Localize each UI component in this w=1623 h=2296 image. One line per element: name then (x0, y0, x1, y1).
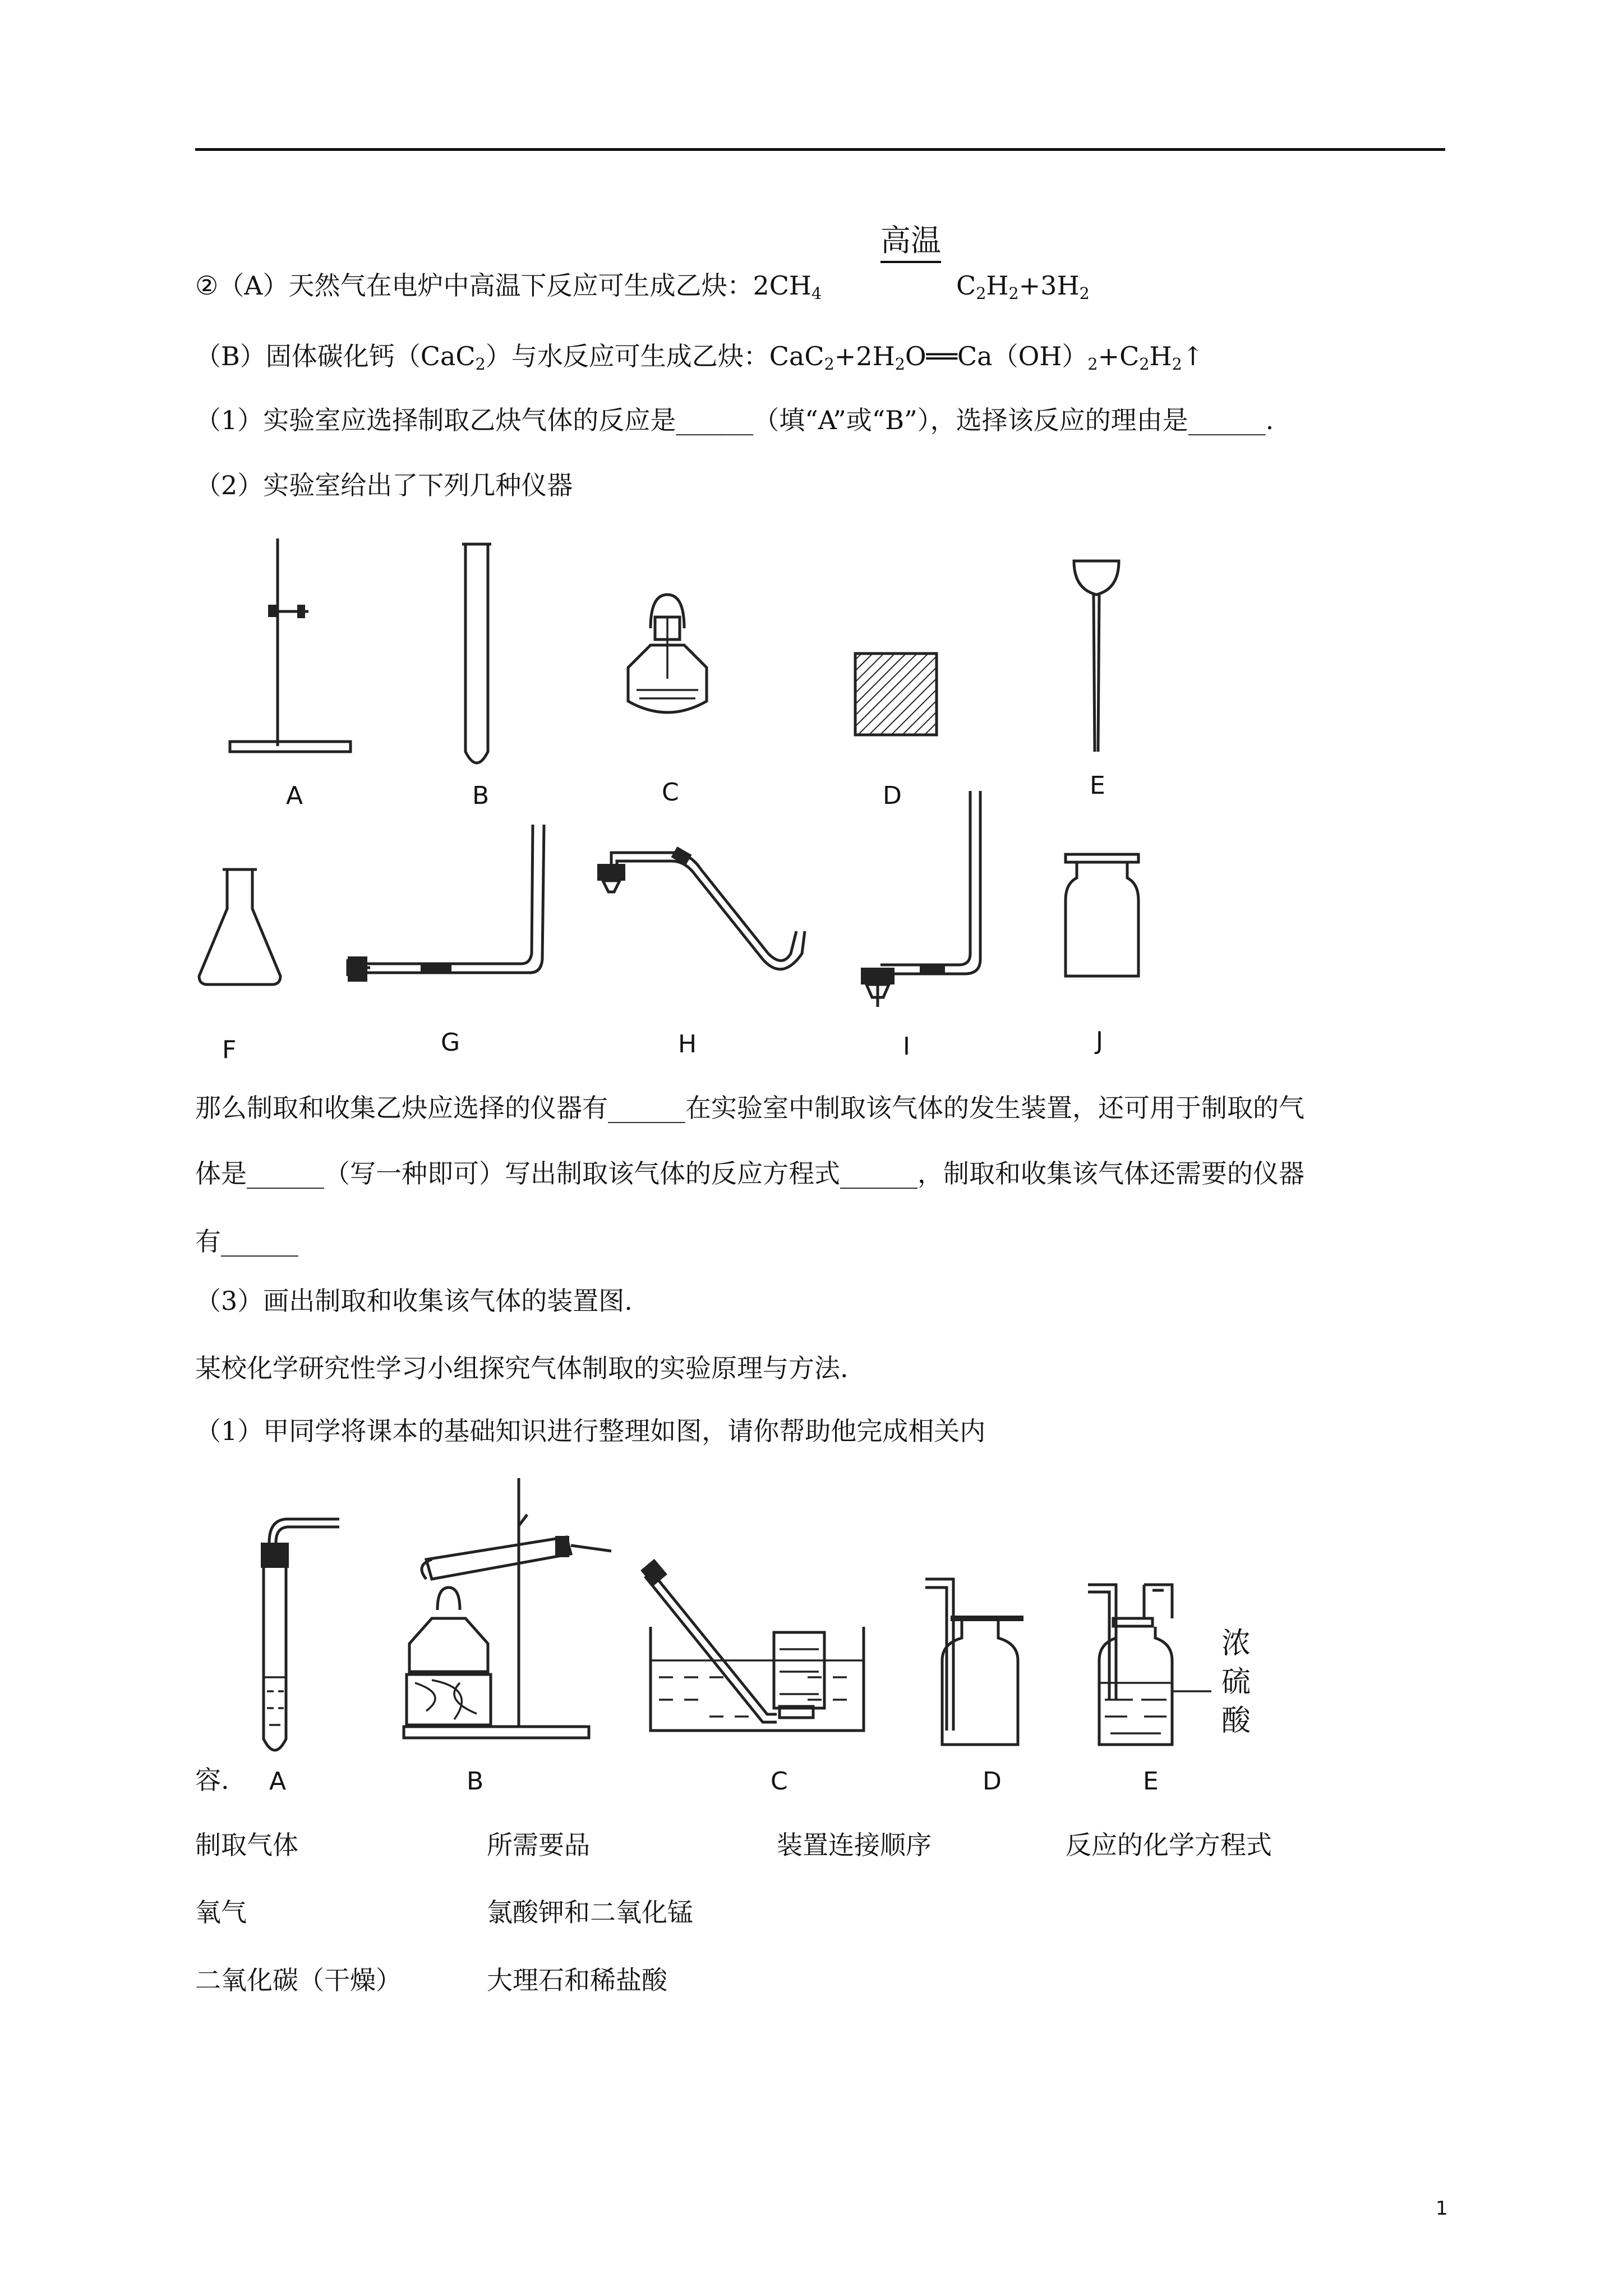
instrument-stopper-bent-tube-h (589, 841, 813, 993)
apparatus-e-text-3: 酸 (1221, 1704, 1251, 1738)
prod: C (956, 270, 976, 301)
method-a-line (195, 270, 822, 303)
para-line-2: 体是______（写一种即可）写出制取该气体的反应方程式______，制取和收集该气体还需要的仪器 (195, 1158, 1304, 1189)
question-3: （3）画出制取和收集该气体的装置图. (195, 1286, 633, 1316)
gas-arrow: ↑ (1182, 341, 1204, 371)
apparatus-c-water-trough (639, 1559, 875, 1739)
table-cell-gas: 二氧化碳（干燥） (195, 1965, 402, 1995)
apparatus-label: A (269, 1767, 287, 1796)
txt: ）与水反应可生成乙炔：CaC (485, 341, 824, 371)
question-2: （2）实验室给出了下列几种仪器 (195, 470, 573, 500)
reactant: 2CH (753, 270, 812, 301)
instrument-iron-stand (224, 533, 359, 757)
sub: 2 (1139, 355, 1150, 374)
txt: H (1149, 341, 1172, 371)
question-1: （1）实验室应选择制取乙炔气体的反应是______（填“A”或“B”），选择该反应的理由是______. (195, 405, 1274, 435)
apparatus-e-wash-bottle (1082, 1565, 1178, 1750)
instrument-label: E (1090, 771, 1105, 800)
table-header-equation: 反应的化学方程式 (1066, 1830, 1272, 1860)
sub: 2 (1172, 355, 1182, 374)
instrument-label: C (662, 778, 679, 807)
reaction-condition: 高温 (880, 217, 941, 263)
method-a-products (956, 270, 1090, 303)
sub: 2 (1079, 284, 1090, 303)
instrument-stopper-bent-tube-g (336, 819, 561, 987)
txt: （B）固体碳化钙（CaC (195, 341, 476, 371)
instrument-label: B (472, 781, 490, 810)
table-header-gas: 制取气体 (195, 1830, 298, 1860)
instrument-label: J (1096, 1027, 1103, 1055)
instrument-label: A (286, 781, 303, 810)
table-header-reagents: 所需要品 (487, 1830, 590, 1860)
instrument-label: H (678, 1030, 697, 1059)
apparatus-label: C (771, 1767, 788, 1796)
instrument-test-tube (454, 539, 499, 785)
instrument-label: D (883, 781, 902, 810)
instrument-alcohol-lamp (617, 583, 718, 757)
instrument-label: I (903, 1032, 910, 1061)
sub: 4 (811, 284, 822, 303)
sub: 2 (475, 355, 486, 374)
table-header-order: 装置连接顺序 (777, 1830, 932, 1860)
para-line-3: 有______ (195, 1226, 298, 1257)
prod: +3H (1018, 270, 1080, 301)
instrument-gas-jar (1060, 850, 1150, 984)
instrument-stopper-bent-tube-i (852, 785, 998, 987)
apparatus-a-test-tube (247, 1498, 348, 1761)
prod: H (986, 270, 1009, 301)
instrument-label: F (222, 1036, 237, 1064)
study-intro: 某校化学研究性学习小组探究气体制取的实验原理与方法. (195, 1353, 849, 1383)
instrument-long-neck-funnel (1066, 550, 1133, 763)
txt: O══Ca（OH） (905, 341, 1088, 371)
txt: +C (1098, 341, 1140, 371)
sub: 2 (976, 284, 986, 303)
txt: +2H (834, 341, 895, 371)
sub: 2 (895, 355, 905, 374)
apparatus-label: D (983, 1767, 1002, 1796)
colon: ： (727, 270, 753, 301)
header-rule (195, 148, 1445, 151)
apparatus-e-text-2: 硫 (1221, 1665, 1251, 1699)
sub: 2 (1008, 284, 1019, 303)
study-question-1: （1）甲同学将课本的基础知识进行整理如图，请你帮助他完成相关内 (195, 1416, 986, 1446)
table-cell-reagents: 大理石和稀盐酸 (487, 1965, 667, 1995)
page-number: 1 (1436, 2197, 1448, 2220)
method-a-text: ②（A）天然气在电炉中高温下反应可生成乙炔 (195, 270, 727, 301)
sub: 2 (824, 355, 834, 374)
instrument-conical-flask (193, 864, 289, 993)
table-cell-gas: 氧气 (195, 1897, 247, 1927)
table-cell-reagents: 氯酸钾和二氧化锰 (487, 1897, 693, 1927)
apparatus-b-heating-setup (393, 1475, 639, 1745)
instrument-wire-gauze (852, 651, 942, 740)
sub: 2 (1087, 355, 1098, 374)
instrument-label: G (441, 1028, 460, 1057)
apparatus-d-gas-bottle (920, 1571, 1032, 1750)
method-b-line (195, 341, 1204, 374)
apparatus-e-text-1: 浓 (1221, 1627, 1251, 1660)
study-question-1-end: 容. (195, 1765, 229, 1795)
apparatus-label: B (467, 1767, 484, 1796)
para-line-1: 那么制取和收集乙炔应选择的仪器有______在实验室中制取该气体的发生装置，还可用于制取的气 (195, 1093, 1304, 1123)
apparatus-label: E (1143, 1767, 1159, 1796)
